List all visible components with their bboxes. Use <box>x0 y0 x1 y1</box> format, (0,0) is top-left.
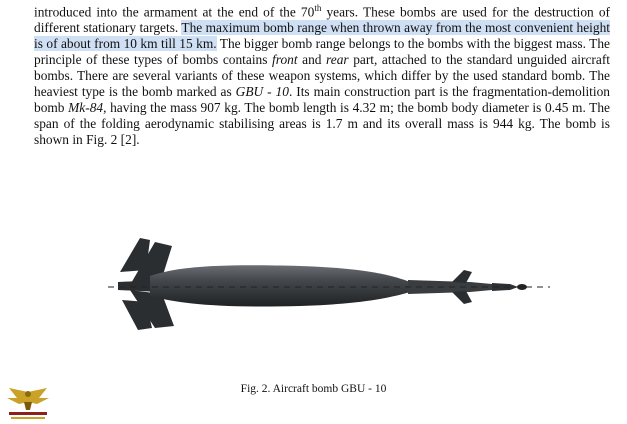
text-run: years. These bombs are used for the destruction of different stationary targets. <box>34 4 610 36</box>
superscript: th <box>314 3 322 13</box>
text-run: The bigger bomb range belongs to the bombs with the biggest mass. The principle of these types of bombs contains <box>34 36 610 68</box>
text-run: introduced into the armament at the end of the 70 <box>34 4 315 20</box>
italic-term-front: front <box>272 52 298 68</box>
eagle-emblem-icon <box>3 384 53 422</box>
bomb-body <box>150 265 410 306</box>
text-run: and <box>297 52 327 68</box>
text-run: , having the mass 907 kg. The bomb length is 4.32 m; the bomb body diameter is 0.45 m. The span of the folding aerodynamic stabilising areas is 1.7 m and its overall mass is 944 kg. The bomb is shown in Fig. 2 [2]. <box>34 100 610 148</box>
figure-caption: Fig. 2. Aircraft bomb GBU - 10 <box>240 383 387 395</box>
text-run: part, attached to the standard unguided aircraft bombs. There are several variants of these weapon systems, which differ by the used standard bomb. The heaviest type is the bomb marked as <box>34 52 611 100</box>
body-paragraph <box>34 0 610 148</box>
text-run: . Its main construction part is the fragmentation-demolition bomb <box>34 84 610 116</box>
bomb-illustration <box>100 230 560 340</box>
italic-term-rear: rear <box>326 52 349 68</box>
italic-term-mk84: Mk-84 <box>68 100 104 116</box>
italic-term-gbu: GBU - 10 <box>235 84 289 100</box>
selected-text[interactable]: The maximum bomb range when thrown away from the most convenient height is of about from 10 km till 15 km. <box>34 20 610 52</box>
